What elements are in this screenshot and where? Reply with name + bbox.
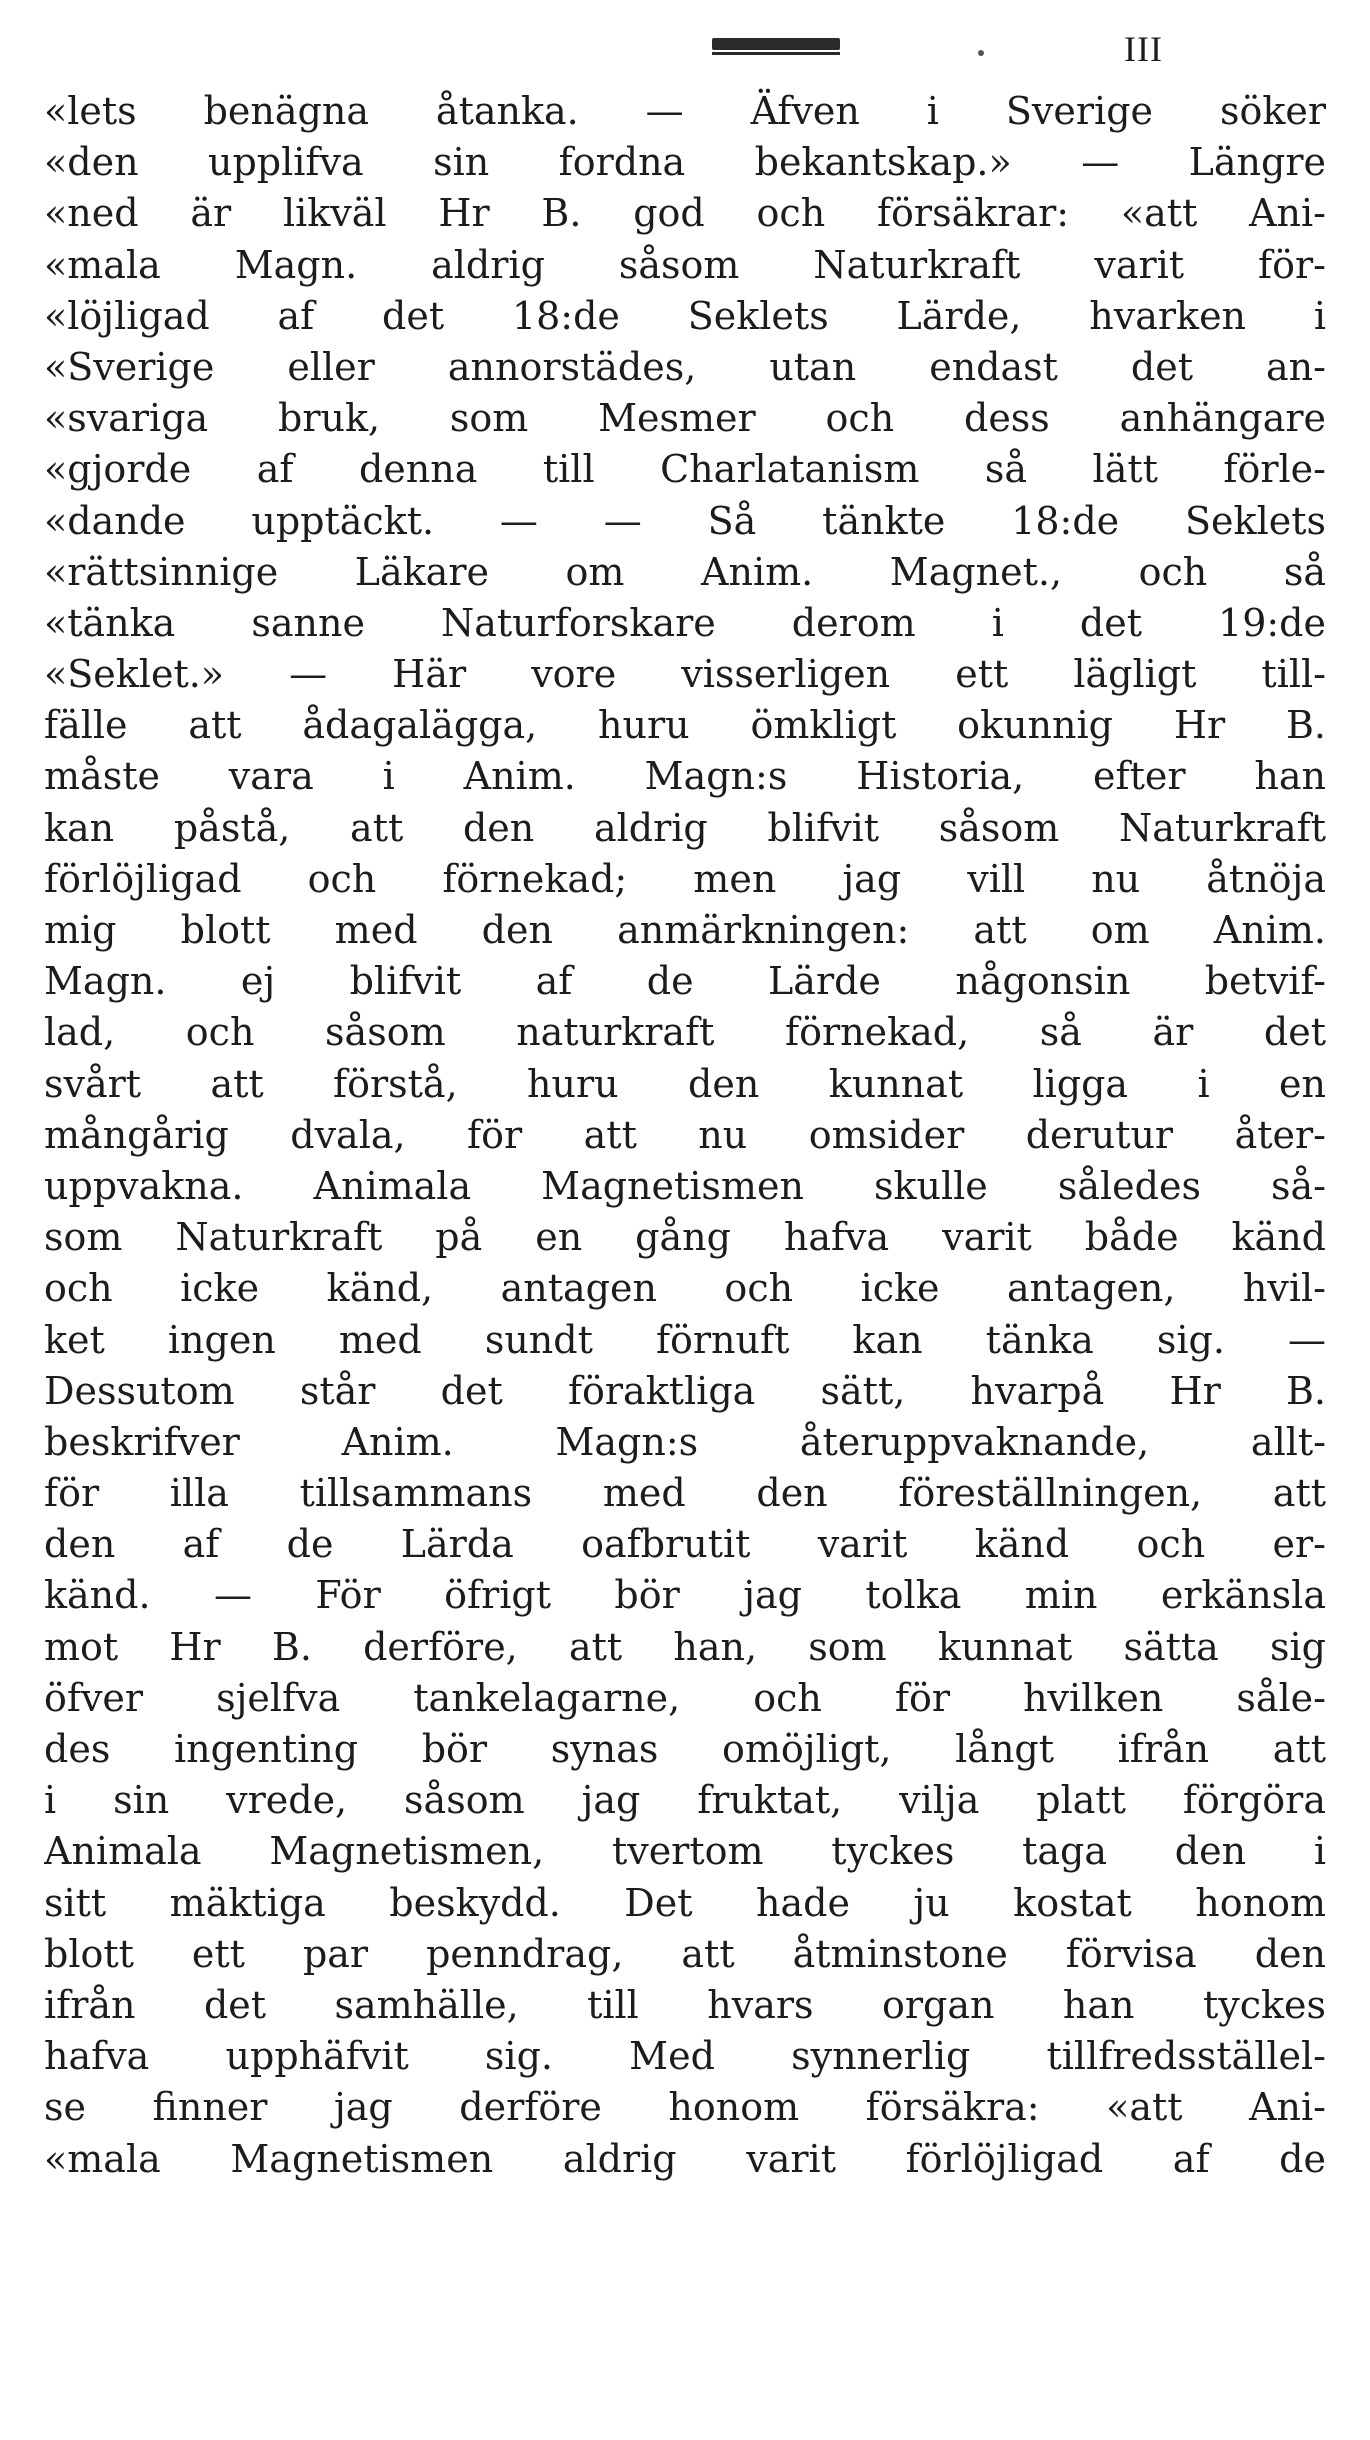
text-line: kan påstå, att den aldrig blifvit såsom Naturkraft xyxy=(44,805,1326,850)
body-text xyxy=(44,86,1326,2185)
text-line: sitt mäktiga beskydd. Det hade ju kostat honom xyxy=(44,1880,1326,1925)
page-header xyxy=(0,22,1370,72)
text-line: för illa tillsammans med den föreställningen, att xyxy=(44,1471,1326,1516)
text-line: Dessutom står det föraktliga sätt, hvarpå Hr B. xyxy=(44,1368,1326,1413)
text-line: i sin vrede, såsom jag fruktat, vilja platt förgöra xyxy=(44,1778,1326,1823)
text-line: mångårig dvala, för att nu omsider derutur åter- xyxy=(44,1112,1326,1157)
text-line: beskrifver Anim. Magn:s återuppvaknande, allt- xyxy=(44,1419,1326,1464)
text-line: förlöjligad och förnekad; men jag vill nu åtnöja xyxy=(44,856,1326,901)
page-number: III xyxy=(1124,29,1163,69)
text-line: «Sverige eller annorstädes, utan endast det an- xyxy=(44,344,1326,389)
text-line: «lets benägna åtanka. — Äfven i Sverige söker xyxy=(44,89,1326,133)
text-line: svårt att förstå, huru den kunnat ligga i en xyxy=(44,1061,1326,1106)
text-line: som Naturkraft på en gång hafva varit både känd xyxy=(44,1215,1326,1260)
text-line: Magn. ej blifvit af de Lärde någonsin betvif- xyxy=(44,959,1326,1004)
text-line: måste vara i Anim. Magn:s Historia, efter han xyxy=(44,754,1326,799)
text-line: «mala Magnetismen aldrig varit förlöjligad af de xyxy=(44,2136,1326,2181)
text-line: «tänka sanne Naturforskare derom i det 19:de xyxy=(44,600,1326,645)
text-line: «dande upptäckt. — — Så tänkte 18:de Seklets xyxy=(44,498,1326,543)
text-line: des ingenting bör synas omöjligt, långt ifrån att xyxy=(44,1727,1326,1771)
text-line: ket ingen med sundt förnuft kan tänka sig. — xyxy=(44,1317,1326,1362)
header-ornament xyxy=(712,38,840,50)
text-line: fälle att ådagalägga, huru ömkligt okunnig Hr B. xyxy=(44,703,1326,748)
header-dot xyxy=(978,50,984,56)
text-line: «rättsinnige Läkare om Anim. Magnet., och så xyxy=(44,549,1326,594)
text-line: lad, och såsom naturkraft förnekad, så är det xyxy=(44,1010,1326,1055)
text-line: ifrån det samhälle, till hvars organ han tyckes xyxy=(44,1982,1326,2027)
text-line: den af de Lärda oafbrutit varit känd och er- xyxy=(44,1522,1326,1567)
text-line: «Seklet.» — Här vore visserligen ett lägligt till- xyxy=(44,652,1326,697)
text-line: känd. — För öfrigt bör jag tolka min erkänsla xyxy=(44,1573,1326,1618)
text-line: mig blott med den anmärkningen: att om Anim. xyxy=(44,908,1326,952)
text-line: «löjligad af det 18:de Seklets Lärde, hvarken i xyxy=(44,293,1326,338)
text-line: öfver sjelfva tankelagarne, och för hvilken såle- xyxy=(44,1675,1326,1720)
text-line: Animala Magnetismen, tvertom tyckes taga den i xyxy=(44,1829,1326,1874)
text-line: se finner jag derföre honom försäkra: «att Ani- xyxy=(44,2085,1326,2130)
text-line: blott ett par penndrag, att åtminstone förvisa den xyxy=(44,1931,1326,1976)
text-line: uppvakna. Animala Magnetismen skulle således så- xyxy=(44,1163,1326,1208)
text-line: hafva upphäfvit sig. Med synnerlig tillfredsställel- xyxy=(44,2034,1326,2079)
text-line: «den upplifva sin fordna bekantskap.» — Längre xyxy=(44,140,1326,185)
text-line: och icke känd, antagen och icke antagen, hvil- xyxy=(44,1266,1326,1311)
text-line: «ned är likväl Hr B. god och försäkrar: «att Ani- xyxy=(44,191,1326,236)
text-line: «mala Magn. aldrig såsom Naturkraft varit för- xyxy=(44,242,1326,287)
text-line: «svariga bruk, som Mesmer och dess anhängare xyxy=(44,396,1326,441)
text-line: mot Hr B. derföre, att han, som kunnat sätta sig xyxy=(44,1624,1326,1669)
text-line: «gjorde af denna till Charlatanism så lätt förle- xyxy=(44,447,1326,492)
